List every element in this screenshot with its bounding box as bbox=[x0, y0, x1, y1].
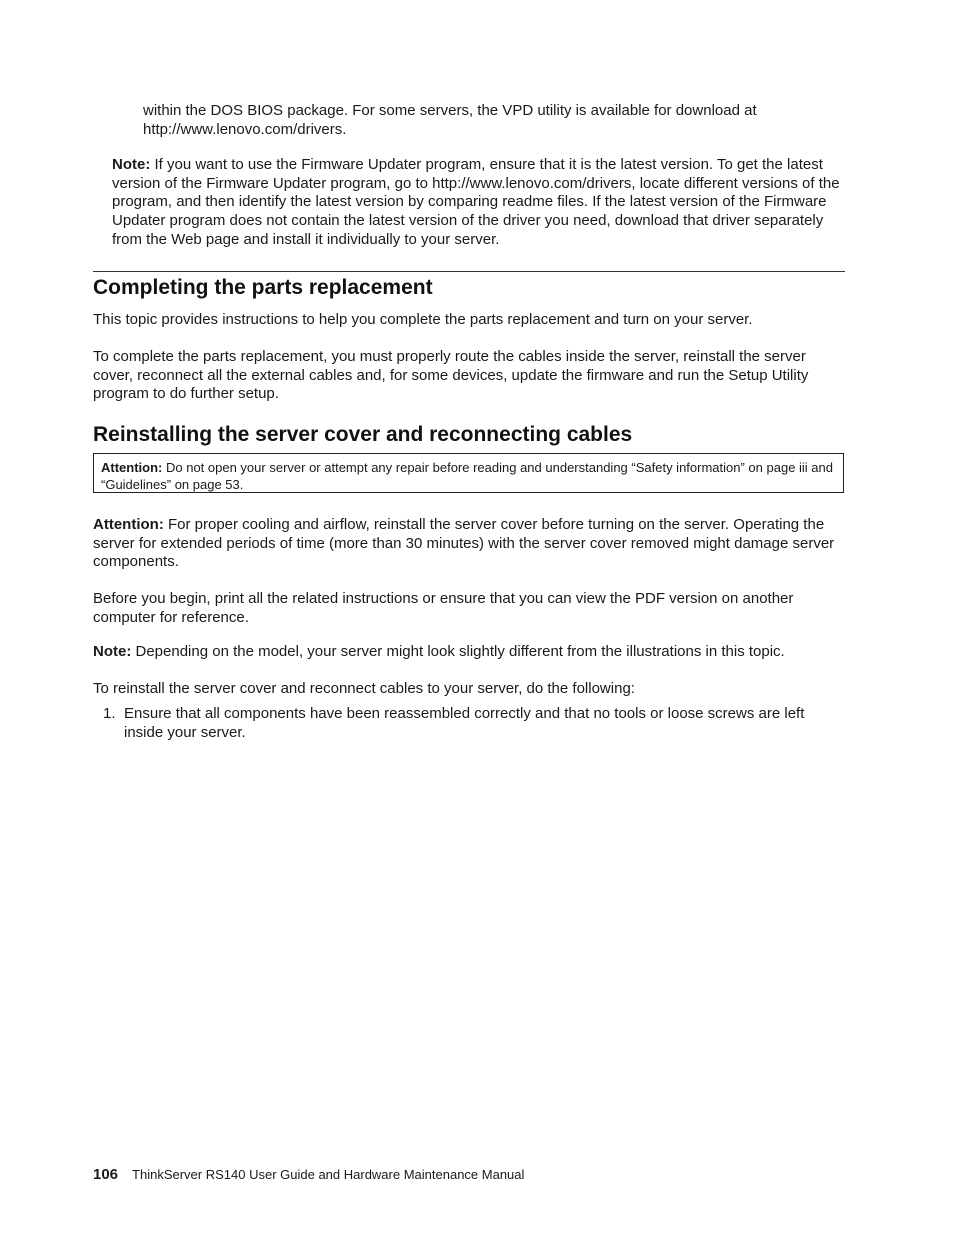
firmware-updater-note bbox=[112, 156, 842, 250]
note-text: Depending on the model, your server might look slightly different from the illustrations in this topic. bbox=[131, 643, 785, 660]
document-title: ThinkServer RS140 User Guide and Hardware Maintenance Manual bbox=[132, 1167, 525, 1182]
note-text: If you want to use the Firmware Updater program, ensure that it is the latest version. To get the latest version of the Firmware Updater program, go to http://www.lenovo.com/drivers, locate different versions of the program, and then identify the latest version by comparing readme files. If the latest version of the Firmware Updater program does not contain the latest version of the driver you need, download that driver separately from the Web page and install it individually to your server. bbox=[112, 156, 840, 248]
note-label: Note: bbox=[112, 156, 151, 173]
attention-safety-box bbox=[93, 453, 844, 493]
section-intro-paragraph: This topic provides instructions to help you complete the parts replacement and turn on your server. bbox=[93, 311, 753, 328]
attention-cooling-paragraph bbox=[93, 516, 845, 572]
section-description-paragraph: To complete the parts replacement, you must properly route the cables inside the server, reinstall the server cover, reconnect all the external cables and, for some devices, update the firmware and run the Setup Utility program to do further setup. bbox=[93, 348, 809, 403]
continuation-paragraph: within the DOS BIOS package. For some servers, the VPD utility is available for download at http://www.lenovo.com/drivers. bbox=[143, 102, 757, 138]
attention-text: Do not open your server or attempt any repair before reading and understanding “Safety information” on page iii and “Guidelines” on page 53. bbox=[101, 460, 833, 493]
step-text: Ensure that all components have been reassembled correctly and that no tools or loose screws are left inside your server. bbox=[124, 705, 805, 741]
page-footer bbox=[93, 1166, 524, 1184]
section-divider bbox=[93, 271, 845, 272]
section-title-reinstalling-cover: Reinstalling the server cover and reconnecting cables bbox=[93, 423, 633, 446]
attention-text: For proper cooling and airflow, reinstall the server cover before turning on the server. Operating the server for extended periods of time (more than 30 minutes) with the server cover removed might damage server components. bbox=[93, 516, 835, 571]
procedure-intro-paragraph: To reinstall the server cover and reconnect cables to your server, do the following: bbox=[93, 680, 635, 697]
attention-label: Attention: bbox=[101, 460, 163, 475]
before-you-begin-paragraph: Before you begin, print all the related instructions or ensure that you can view the PDF version on another computer for reference. bbox=[93, 590, 794, 626]
model-note-paragraph bbox=[93, 643, 845, 662]
step-number: 1. bbox=[103, 705, 116, 722]
note-label: Note: bbox=[93, 643, 132, 660]
attention-safety-text bbox=[101, 459, 836, 494]
attention-label: Attention: bbox=[93, 516, 164, 533]
page-number: 106 bbox=[93, 1166, 119, 1183]
section-title-completing-parts-replacement: Completing the parts replacement bbox=[93, 276, 433, 299]
